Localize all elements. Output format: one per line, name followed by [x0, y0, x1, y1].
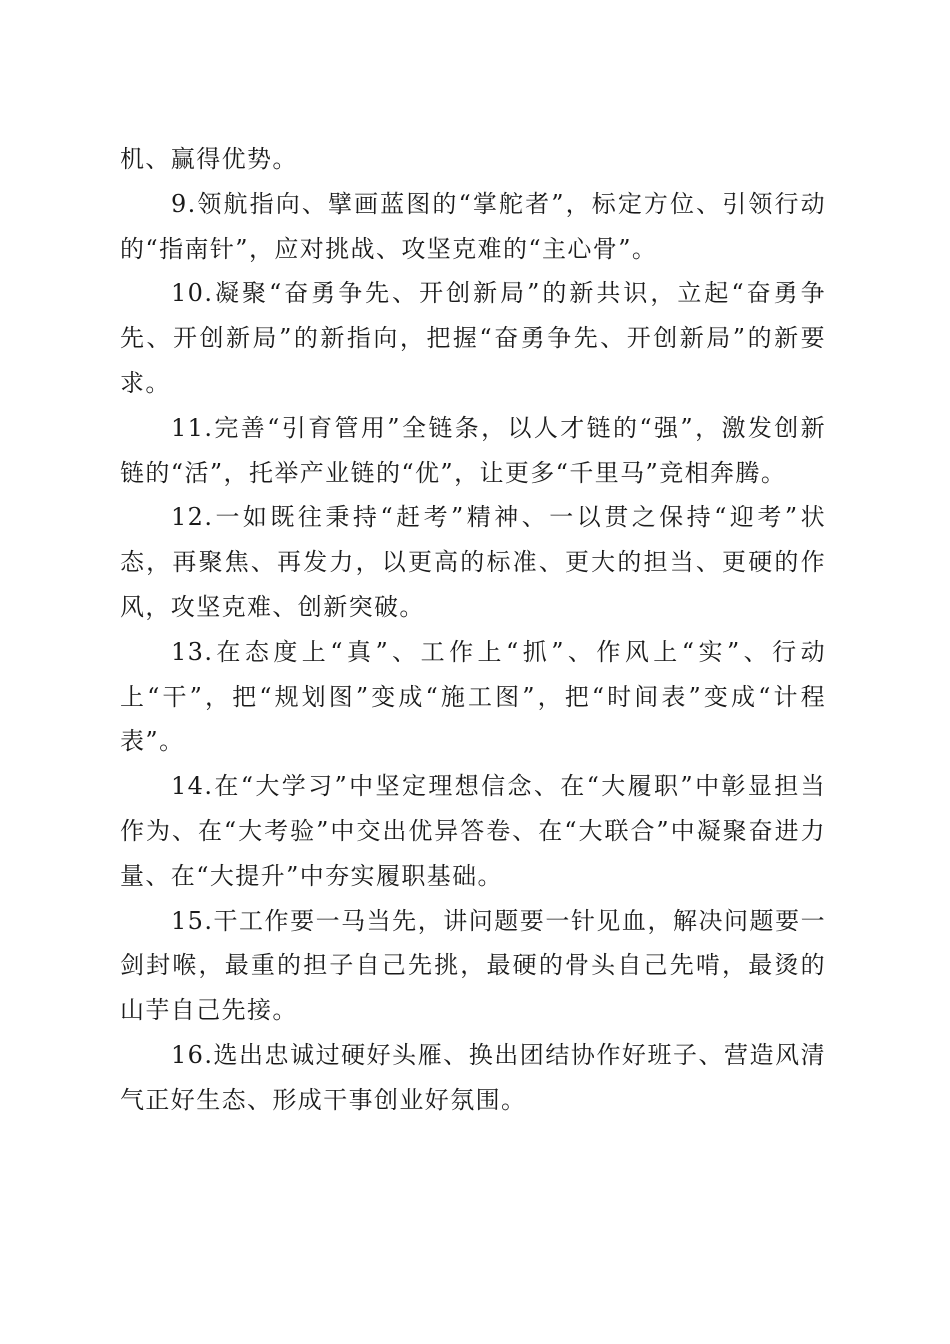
paragraph-item-14: 14.在“大学习”中坚定理想信念、在“大履职”中彰显担当作为、在“大考验”中交出优异答卷、在“大联合”中凝聚奋进力量、在“大提升”中夯实履职基础。	[120, 772, 826, 890]
paragraph-item-12: 12.一如既往秉持“赶考”精神、一以贯之保持“迎考”状态，再聚焦、再发力，以更高的标准、更大的担当、更硬的作风，攻坚克难、创新突破。	[120, 503, 826, 621]
paragraph-item-10: 10.凝聚“奋勇争先、开创新局”的新共识，立起“奋勇争先、开创新局”的新指向，把握“奋勇争先、开创新局”的新要求。	[120, 279, 826, 397]
paragraph-continuation: 机、赢得优势。	[120, 145, 298, 173]
document-body	[120, 137, 826, 1123]
paragraph-item-13: 13.在态度上“真”、工作上“抓”、作风上“实”、行动上“干”，把“规划图”变成“施工图”，把“时间表”变成“计程表”。	[120, 637, 826, 756]
paragraph-item-16: 16.选出忠诚过硬好头雁、换出团结协作好班子、营造风清气正好生态、形成干事创业好氛围。	[120, 1040, 826, 1114]
paragraph-item-11: 11.完善“引育管用”全链条，以人才链的“强”，激发创新链的“活”，托举产业链的“优”，让更多“千里马”竞相奔腾。	[120, 413, 826, 487]
paragraph-item-15: 15.干工作要一马当先，讲问题要一针见血，解决问题要一剑封喉，最重的担子自己先挑，最硬的骨头自己先啃，最烫的山芋自己先接。	[120, 906, 826, 1025]
paragraph-item-9: 9.领航指向、擘画蓝图的“掌舵者”，标定方位、引领行动的“指南针”，应对挑战、攻坚克难的“主心骨”。	[120, 189, 826, 263]
